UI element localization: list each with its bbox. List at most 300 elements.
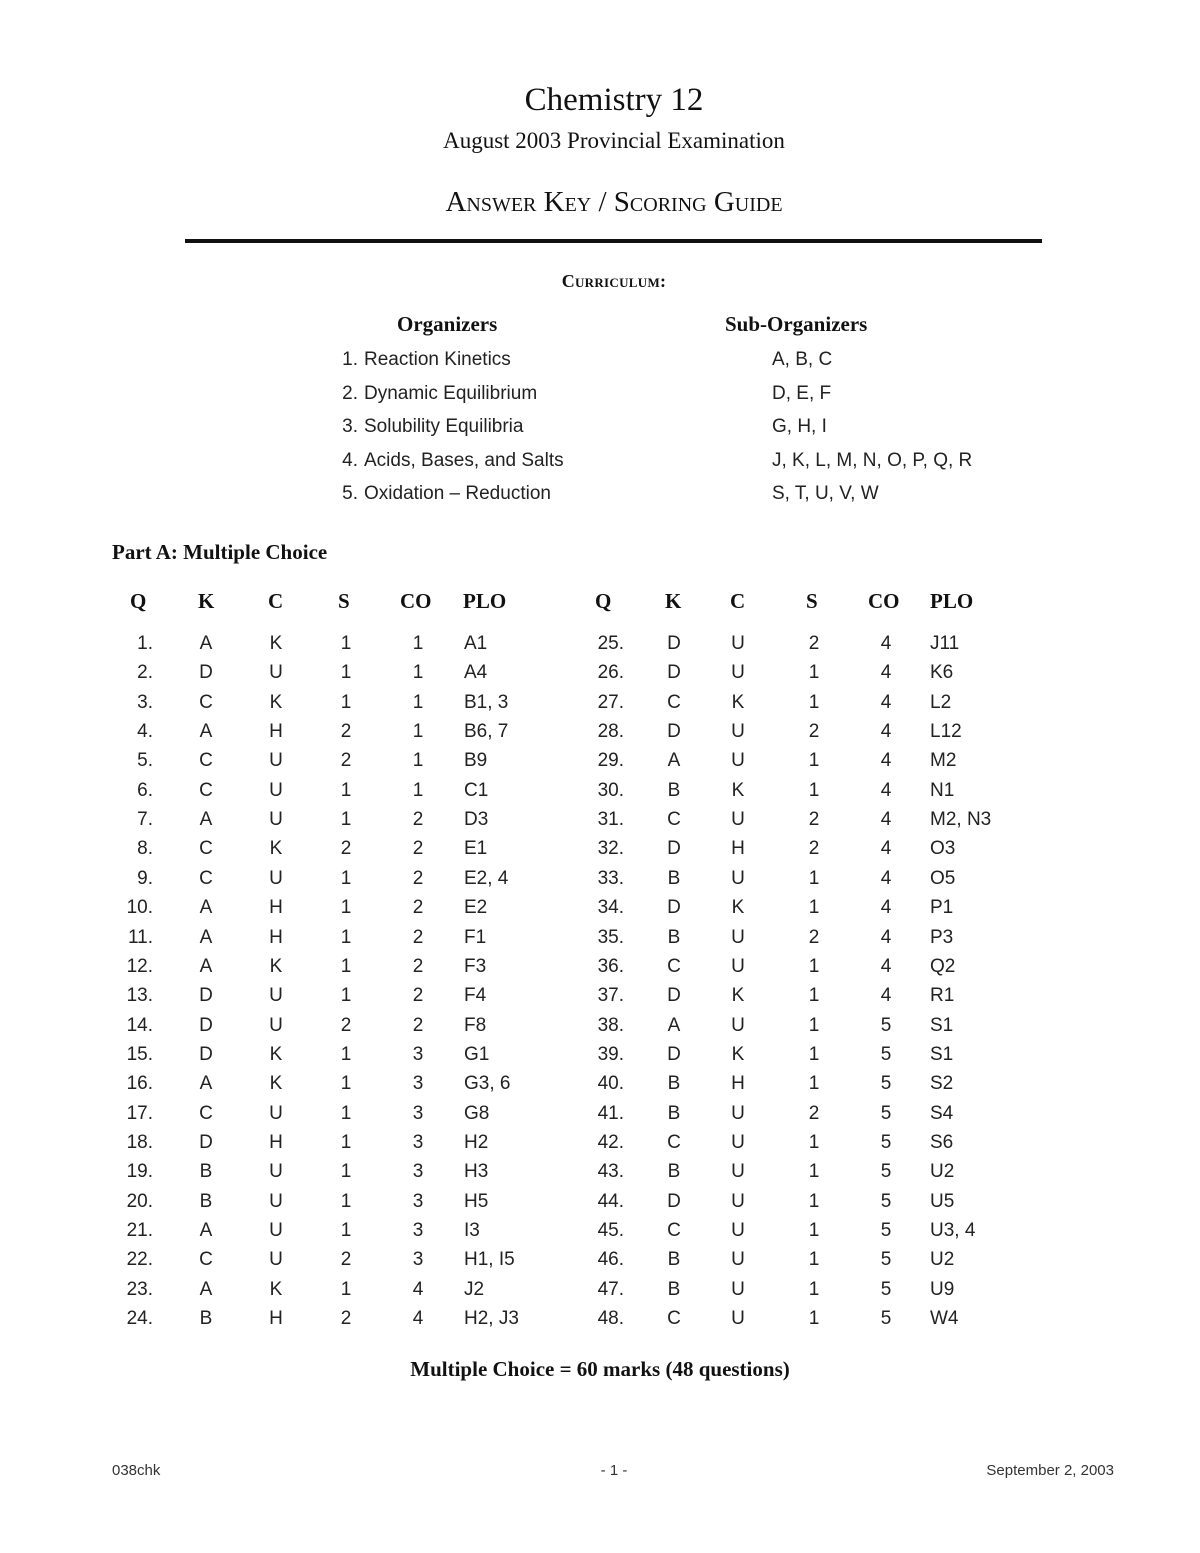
- cognitive-level: K: [731, 985, 745, 1007]
- question-number: 15.: [126, 1043, 153, 1065]
- plo-code: F3: [464, 955, 487, 977]
- sub-organizer-codes: A, B, C: [772, 349, 833, 370]
- score: 2: [340, 1249, 352, 1271]
- curriculum-organizer: 5: [880, 1278, 892, 1300]
- score: 1: [808, 955, 820, 977]
- question-number: 17.: [126, 1102, 153, 1124]
- footer-document-code: 038chk: [112, 1462, 161, 1479]
- question-number: 34.: [597, 897, 624, 919]
- cognitive-level: H: [731, 1073, 745, 1095]
- curriculum-organizer: 3: [412, 1102, 424, 1124]
- cognitive-level: K: [269, 955, 283, 977]
- plo-code: P1: [930, 897, 954, 919]
- plo-code: G3, 6: [464, 1073, 511, 1095]
- organizer-number: 2.: [342, 382, 358, 404]
- curriculum-organizer: 1: [412, 750, 424, 772]
- question-number: 33.: [597, 867, 624, 889]
- question-number: 16.: [126, 1073, 153, 1095]
- curriculum-organizer: 5: [880, 1014, 892, 1036]
- plo-code: U3, 4: [930, 1220, 976, 1241]
- question-number: 32.: [597, 838, 624, 860]
- organizer-name: Reaction Kinetics: [364, 349, 511, 370]
- curriculum-organizer: 5: [880, 1043, 892, 1065]
- question-number: 18.: [126, 1131, 153, 1153]
- question-number: 28.: [597, 721, 624, 743]
- plo-code: D3: [464, 809, 489, 831]
- answer-key: A: [199, 926, 213, 948]
- curriculum-organizer: 4: [880, 691, 892, 713]
- column-header-q-left: Q: [130, 589, 147, 613]
- cognitive-level: K: [269, 633, 283, 654]
- score: 1: [340, 1073, 352, 1095]
- answer-key: C: [199, 1249, 213, 1271]
- score: 1: [808, 1161, 820, 1183]
- answer-key: B: [667, 779, 681, 801]
- question-number: 10.: [126, 897, 153, 919]
- question-number: 22.: [126, 1249, 153, 1271]
- curriculum-organizer: 4: [880, 750, 892, 772]
- plo-code: B9: [464, 750, 488, 772]
- question-number: 4.: [137, 721, 153, 743]
- plo-code: N1: [930, 779, 955, 801]
- cognitive-level: U: [269, 985, 283, 1007]
- plo-code: J2: [464, 1278, 485, 1300]
- answer-key: C: [199, 750, 213, 772]
- plo-code: P3: [930, 926, 954, 948]
- cognitive-level: U: [731, 1102, 745, 1124]
- score: 1: [340, 809, 352, 831]
- question-number: 13.: [126, 985, 153, 1007]
- organizer-name: Solubility Equilibria: [364, 416, 524, 437]
- column-header-s-right: S: [806, 589, 818, 613]
- score: 1: [340, 867, 352, 889]
- column-header-plo-right: PLO: [930, 589, 974, 613]
- plo-code: B1, 3: [464, 691, 509, 713]
- curriculum-organizer: 4: [880, 721, 892, 743]
- answer-key: C: [667, 809, 681, 831]
- plo-code: E2: [464, 897, 488, 919]
- plo-code: J11: [930, 633, 960, 654]
- question-number: 23.: [126, 1278, 153, 1300]
- curriculum-organizer: 4: [880, 662, 892, 684]
- curriculum-organizer: 4: [412, 1308, 424, 1330]
- score: 1: [340, 1278, 352, 1300]
- plo-code: A1: [464, 633, 488, 654]
- plo-code: G1: [464, 1043, 490, 1065]
- question-number: 6.: [137, 779, 153, 801]
- score: 1: [340, 1131, 352, 1153]
- plo-code: I3: [464, 1220, 480, 1241]
- score: 1: [808, 1278, 820, 1300]
- cognitive-level: K: [269, 1278, 283, 1300]
- sub-organizer-codes: D, E, F: [772, 382, 832, 404]
- organizer-name: Dynamic Equilibrium: [364, 382, 538, 404]
- cognitive-level: K: [731, 691, 745, 713]
- cognitive-level: U: [731, 1190, 745, 1212]
- curriculum-organizer: 1: [412, 662, 424, 684]
- score: 1: [808, 750, 820, 772]
- score: 1: [808, 1190, 820, 1212]
- answer-key: A: [199, 955, 213, 977]
- plo-code: S1: [930, 1043, 954, 1065]
- plo-code: M2, N3: [930, 809, 992, 831]
- answer-key: D: [667, 633, 681, 654]
- curriculum-organizer: 3: [412, 1073, 424, 1095]
- plo-code: Q2: [930, 955, 956, 977]
- answer-key: D: [667, 1043, 681, 1065]
- plo-code: W4: [930, 1308, 959, 1330]
- question-number: 42.: [597, 1131, 624, 1153]
- score: 1: [808, 897, 820, 919]
- organizers-column-header: Organizers: [397, 312, 498, 336]
- plo-code: R1: [930, 985, 955, 1007]
- question-number: 45.: [597, 1220, 624, 1241]
- cognitive-level: U: [731, 1220, 745, 1241]
- cognitive-level: H: [269, 926, 283, 948]
- curriculum-organizer: 1: [412, 721, 424, 743]
- answer-key: B: [667, 1073, 681, 1095]
- question-number: 5.: [137, 750, 153, 772]
- plo-code: F8: [464, 1014, 487, 1036]
- question-number: 40.: [597, 1073, 624, 1095]
- question-number: 38.: [597, 1014, 624, 1036]
- answer-key: D: [199, 1043, 213, 1065]
- cognitive-level: K: [731, 1043, 745, 1065]
- cognitive-level: U: [731, 955, 745, 977]
- score: 1: [340, 1102, 352, 1124]
- answer-key: D: [199, 1014, 213, 1036]
- plo-code: F4: [464, 985, 487, 1007]
- cognitive-level: H: [269, 1131, 283, 1153]
- cognitive-level: U: [269, 750, 283, 772]
- answer-key: D: [199, 662, 213, 684]
- answer-key: D: [667, 1190, 681, 1212]
- score: 1: [808, 1131, 820, 1153]
- multiple-choice-total: Multiple Choice = 60 marks (48 questions): [410, 1357, 790, 1381]
- organizer-number: 1.: [342, 349, 358, 370]
- plo-code: G8: [464, 1102, 490, 1124]
- plo-code: E1: [464, 838, 488, 860]
- question-number: 48.: [597, 1308, 624, 1330]
- question-number: 8.: [137, 838, 153, 860]
- curriculum-organizer: 5: [880, 1190, 892, 1212]
- curriculum-organizer: 2: [412, 809, 424, 831]
- score: 1: [340, 955, 352, 977]
- organizer-name: Oxidation – Reduction: [364, 483, 551, 504]
- cognitive-level: U: [269, 1190, 283, 1212]
- sub-organizers-column-header: Sub-Organizers: [725, 312, 868, 336]
- question-number: 14.: [126, 1014, 153, 1036]
- organizer-number: 5.: [342, 483, 358, 504]
- curriculum-organizer: 3: [412, 1220, 424, 1241]
- score: 2: [808, 838, 820, 860]
- curriculum-organizer: 3: [412, 1161, 424, 1183]
- curriculum-organizer: 5: [880, 1220, 892, 1241]
- cognitive-level: K: [269, 1073, 283, 1095]
- plo-code: B6, 7: [464, 721, 509, 743]
- column-header-k-left: K: [198, 589, 215, 613]
- answer-key: A: [667, 750, 681, 772]
- score: 1: [808, 1308, 820, 1330]
- score: 1: [808, 1249, 820, 1271]
- score: 1: [808, 985, 820, 1007]
- curriculum-organizer: 4: [880, 633, 892, 654]
- cognitive-level: U: [731, 1249, 745, 1271]
- score: 1: [808, 1220, 820, 1241]
- curriculum-organizer: 2: [412, 897, 424, 919]
- plo-code: O3: [930, 838, 956, 860]
- cognitive-level: H: [731, 838, 745, 860]
- curriculum-organizer: 2: [412, 1014, 424, 1036]
- cognitive-level: H: [269, 721, 283, 743]
- curriculum-organizer: 5: [880, 1249, 892, 1271]
- sub-organizer-codes: S, T, U, V, W: [772, 483, 879, 504]
- score: 2: [808, 1102, 820, 1124]
- answer-key: D: [199, 985, 213, 1007]
- question-number: 27.: [597, 691, 624, 713]
- question-number: 24.: [126, 1308, 153, 1330]
- column-header-co-left: CO: [400, 589, 432, 613]
- score: 1: [808, 691, 820, 713]
- question-number: 35.: [597, 926, 624, 948]
- curriculum-organizer: 4: [880, 838, 892, 860]
- curriculum-heading: Curriculum:: [561, 271, 667, 291]
- score: 2: [340, 838, 352, 860]
- question-number: 43.: [597, 1161, 624, 1183]
- answer-key: A: [199, 1278, 213, 1300]
- cognitive-level: K: [269, 838, 283, 860]
- plo-code: H3: [464, 1161, 489, 1183]
- score: 1: [340, 662, 352, 684]
- plo-code: H2: [464, 1131, 489, 1153]
- score: 1: [340, 1043, 352, 1065]
- cognitive-level: U: [731, 1131, 745, 1153]
- plo-code: H5: [464, 1190, 489, 1212]
- cognitive-level: U: [269, 1161, 283, 1183]
- plo-code: H1, I5: [464, 1249, 515, 1271]
- curriculum-organizer: 1: [412, 779, 424, 801]
- answer-key: D: [667, 721, 681, 743]
- answer-key: A: [199, 721, 213, 743]
- score: 2: [340, 1308, 352, 1330]
- curriculum-organizer: 5: [880, 1308, 892, 1330]
- curriculum-organizer: 4: [880, 867, 892, 889]
- plo-code: U2: [930, 1249, 955, 1271]
- answer-key: C: [667, 1220, 681, 1241]
- cognitive-level: U: [731, 1278, 745, 1300]
- plo-code: U2: [930, 1161, 955, 1183]
- answer-key: D: [667, 985, 681, 1007]
- question-number: 44.: [597, 1190, 624, 1212]
- organizer-name: Acids, Bases, and Salts: [364, 449, 564, 471]
- curriculum-organizer: 2: [412, 955, 424, 977]
- curriculum-organizer: 4: [412, 1278, 424, 1300]
- question-number: 21.: [126, 1220, 153, 1241]
- cognitive-level: U: [269, 1249, 283, 1271]
- answer-key: B: [199, 1161, 213, 1183]
- cognitive-level: K: [269, 1043, 283, 1065]
- score: 1: [340, 1190, 352, 1212]
- curriculum-organizer: 5: [880, 1102, 892, 1124]
- footer-page-number: - 1 -: [600, 1462, 628, 1479]
- answer-key: A: [667, 1014, 681, 1036]
- sub-organizer-codes: J, K, L, M, N, O, P, Q, R: [772, 449, 973, 471]
- score: 1: [808, 662, 820, 684]
- curriculum-organizer: 5: [880, 1073, 892, 1095]
- score: 1: [808, 1014, 820, 1036]
- question-number: 26.: [597, 662, 624, 684]
- curriculum-organizer: 4: [880, 926, 892, 948]
- plo-code: U9: [930, 1278, 955, 1300]
- score: 2: [808, 809, 820, 831]
- curriculum-organizer: 4: [880, 809, 892, 831]
- answer-key-heading: Answer Key / Scoring Guide: [445, 186, 783, 218]
- organizer-number: 3.: [342, 416, 358, 437]
- cognitive-level: U: [269, 779, 283, 801]
- column-header-q-right: Q: [595, 589, 612, 613]
- question-number: 19.: [126, 1161, 153, 1183]
- cognitive-level: U: [731, 926, 745, 948]
- cognitive-level: K: [731, 897, 745, 919]
- column-header-c-left: C: [268, 589, 284, 613]
- heading-rule: [185, 239, 1042, 243]
- question-number: 37.: [597, 985, 624, 1007]
- question-number: 7.: [137, 809, 153, 831]
- cognitive-level: U: [731, 1161, 745, 1183]
- question-number: 9.: [137, 867, 153, 889]
- score: 2: [340, 721, 352, 743]
- answer-key: D: [199, 1131, 213, 1153]
- curriculum-organizer: 4: [880, 897, 892, 919]
- cognitive-level: U: [269, 1014, 283, 1036]
- question-number: 46.: [597, 1249, 624, 1271]
- question-number: 12.: [126, 955, 153, 977]
- score: 1: [808, 1043, 820, 1065]
- answer-key: C: [667, 955, 681, 977]
- score: 2: [340, 750, 352, 772]
- cognitive-level: U: [731, 1014, 745, 1036]
- cognitive-level: U: [269, 1102, 283, 1124]
- answer-key: B: [199, 1308, 213, 1330]
- answer-key: C: [667, 691, 681, 713]
- curriculum-organizer: 4: [880, 955, 892, 977]
- score: 1: [340, 926, 352, 948]
- answer-key: D: [667, 662, 681, 684]
- cognitive-level: U: [269, 662, 283, 684]
- answer-key: C: [667, 1308, 681, 1330]
- plo-code: U5: [930, 1190, 955, 1212]
- cognitive-level: H: [269, 897, 283, 919]
- answer-key: A: [199, 633, 213, 654]
- question-number: 41.: [597, 1102, 624, 1124]
- score: 1: [808, 1073, 820, 1095]
- answer-key: C: [667, 1131, 681, 1153]
- plo-code: M2: [930, 750, 957, 772]
- cognitive-level: U: [731, 867, 745, 889]
- plo-code: S2: [930, 1073, 954, 1095]
- answer-key: B: [667, 867, 681, 889]
- plo-code: S4: [930, 1102, 954, 1124]
- score: 1: [340, 985, 352, 1007]
- answer-key: D: [667, 897, 681, 919]
- question-number: 25.: [597, 633, 624, 654]
- organizer-number: 4.: [342, 449, 358, 471]
- question-number: 2.: [137, 662, 153, 684]
- answer-key: A: [199, 897, 213, 919]
- plo-code: A4: [464, 662, 488, 684]
- column-header-s-left: S: [338, 589, 350, 613]
- document-subtitle: August 2003 Provincial Examination: [443, 128, 785, 153]
- sub-organizer-codes: G, H, I: [772, 416, 827, 437]
- plo-code: L12: [930, 721, 962, 743]
- plo-code: C1: [464, 779, 489, 801]
- score: 2: [808, 633, 820, 654]
- cognitive-level: U: [731, 721, 745, 743]
- answer-key: C: [199, 691, 213, 713]
- column-header-plo-left: PLO: [463, 589, 507, 613]
- curriculum-organizer: 2: [412, 926, 424, 948]
- curriculum-organizer: 3: [412, 1249, 424, 1271]
- answer-key: A: [199, 1073, 213, 1095]
- curriculum-organizer: 3: [412, 1043, 424, 1065]
- question-number: 1.: [137, 633, 153, 654]
- plo-code: E2, 4: [464, 867, 509, 889]
- question-number: 20.: [126, 1190, 153, 1212]
- curriculum-organizer: 5: [880, 1161, 892, 1183]
- curriculum-organizer: 1: [412, 691, 424, 713]
- plo-code: L2: [930, 691, 952, 713]
- cognitive-level: U: [269, 809, 283, 831]
- score: 1: [808, 867, 820, 889]
- question-number: 47.: [597, 1278, 624, 1300]
- curriculum-organizer: 2: [412, 838, 424, 860]
- answer-key: B: [667, 1161, 681, 1183]
- answer-key: C: [199, 1102, 213, 1124]
- question-number: 3.: [137, 691, 153, 713]
- score: 1: [340, 1220, 352, 1241]
- column-header-c-right: C: [730, 589, 746, 613]
- curriculum-organizer: 3: [412, 1131, 424, 1153]
- column-header-co-right: CO: [868, 589, 900, 613]
- curriculum-organizer: 1: [412, 633, 424, 654]
- curriculum-organizer: 4: [880, 985, 892, 1007]
- plo-code: S1: [930, 1014, 954, 1036]
- answer-key: C: [199, 779, 213, 801]
- score: 2: [808, 926, 820, 948]
- cognitive-level: U: [731, 662, 745, 684]
- curriculum-organizer: 2: [412, 985, 424, 1007]
- plo-code: S6: [930, 1131, 954, 1153]
- question-number: 39.: [597, 1043, 624, 1065]
- footer-date: September 2, 2003: [986, 1462, 1114, 1479]
- answer-key: D: [667, 838, 681, 860]
- cognitive-level: U: [731, 633, 745, 654]
- cognitive-level: U: [269, 1220, 283, 1241]
- score: 1: [340, 633, 352, 654]
- cognitive-level: U: [269, 867, 283, 889]
- answer-key: B: [667, 1249, 681, 1271]
- plo-code: H2, J3: [464, 1308, 519, 1330]
- column-header-k-right: K: [665, 589, 682, 613]
- question-number: 29.: [597, 750, 624, 772]
- answer-key: C: [199, 867, 213, 889]
- plo-code: F1: [464, 926, 487, 948]
- score: 2: [808, 721, 820, 743]
- curriculum-organizer: 4: [880, 779, 892, 801]
- cognitive-level: U: [731, 1308, 745, 1330]
- score: 1: [808, 779, 820, 801]
- answer-key: B: [199, 1190, 213, 1212]
